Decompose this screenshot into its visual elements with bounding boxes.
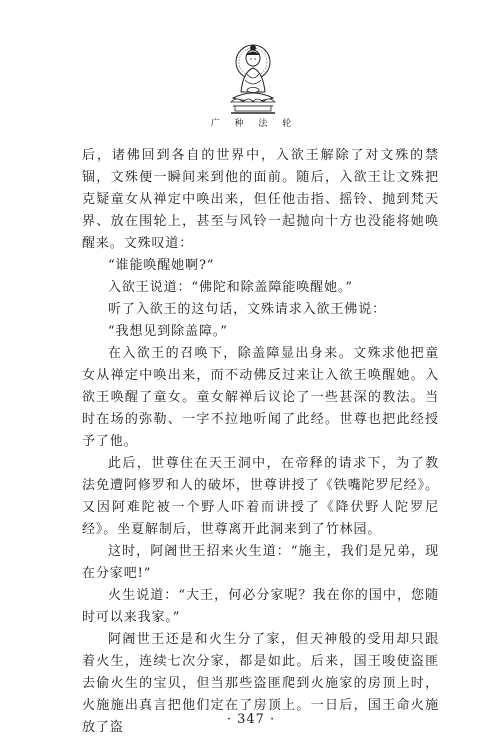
seated-buddha-icon xyxy=(223,40,283,118)
paragraph: 火生说道：“大王，何必分家呢？我在你的国中，您随时可以来我家。” xyxy=(82,588,439,625)
body-text xyxy=(82,145,439,739)
page-number: · 347 · xyxy=(226,712,276,727)
paragraph: 入欲王说道：“佛陀和除盖障能唤醒她。” xyxy=(108,280,353,295)
paragraph: 听了入欲王的这句话，文殊请求入欲王佛说： xyxy=(108,302,387,317)
paragraph: 在入欲王的召唤下，除盖障显出身来。文殊求他把童女从禅定中唤出来，而不动佛反过来让入欲王唤醒她。入欲王唤醒了童女。童女解禅后议论了一些甚深的教法。当时在场的弥勒、一字不拉地听闻了此经。世尊也把此经授予了他。 xyxy=(82,346,439,449)
paragraph: “谁能唤醒她啊?” xyxy=(108,258,215,273)
paragraph: 此后，世尊住在天王洞中，在帝释的请求下，为了教法免遭阿修罗和人的破坏，世尊讲授了《铁嘴陀罗尼经》。又因阿难陀被一个野人吓着而讲授了《降伏野人陀罗尼经》。坐夏解制后，世尊离开此洞来到了竹林园。 xyxy=(82,456,439,537)
page-header xyxy=(0,40,502,140)
paragraph: “我想见到除盖障。” xyxy=(108,324,228,339)
paragraph: 后，诸佛回到各自的世界中，入欲王解除了对文殊的禁锢，文殊便一瞬间来到他的面前。随后，入欲王让文殊把克疑童女从禅定中唤出来，但任他击指、摇铃、抛到梵天界、放在围轮上，甚至与风铃一起抛向十方也没能将她唤醒来。文殊叹道： xyxy=(82,148,439,251)
paragraph: 这时，阿阇世王招来火生道：“施主，我们是兄弟，现在分家吧!” xyxy=(82,544,439,581)
paragraph: 阿阇世王还是和火生分了家，但天神般的受用却只跟着火生，连续七次分家，都是如此。后来，国王唆使盗匪去偷火生的宝贝，但当那些盗匪爬到火施家的房顶上时，火施施出真言把他们定在了房顶上。一日后，国王命火施放了盗 xyxy=(82,632,439,735)
header-caption: 广 种 法 轮 xyxy=(210,119,298,129)
